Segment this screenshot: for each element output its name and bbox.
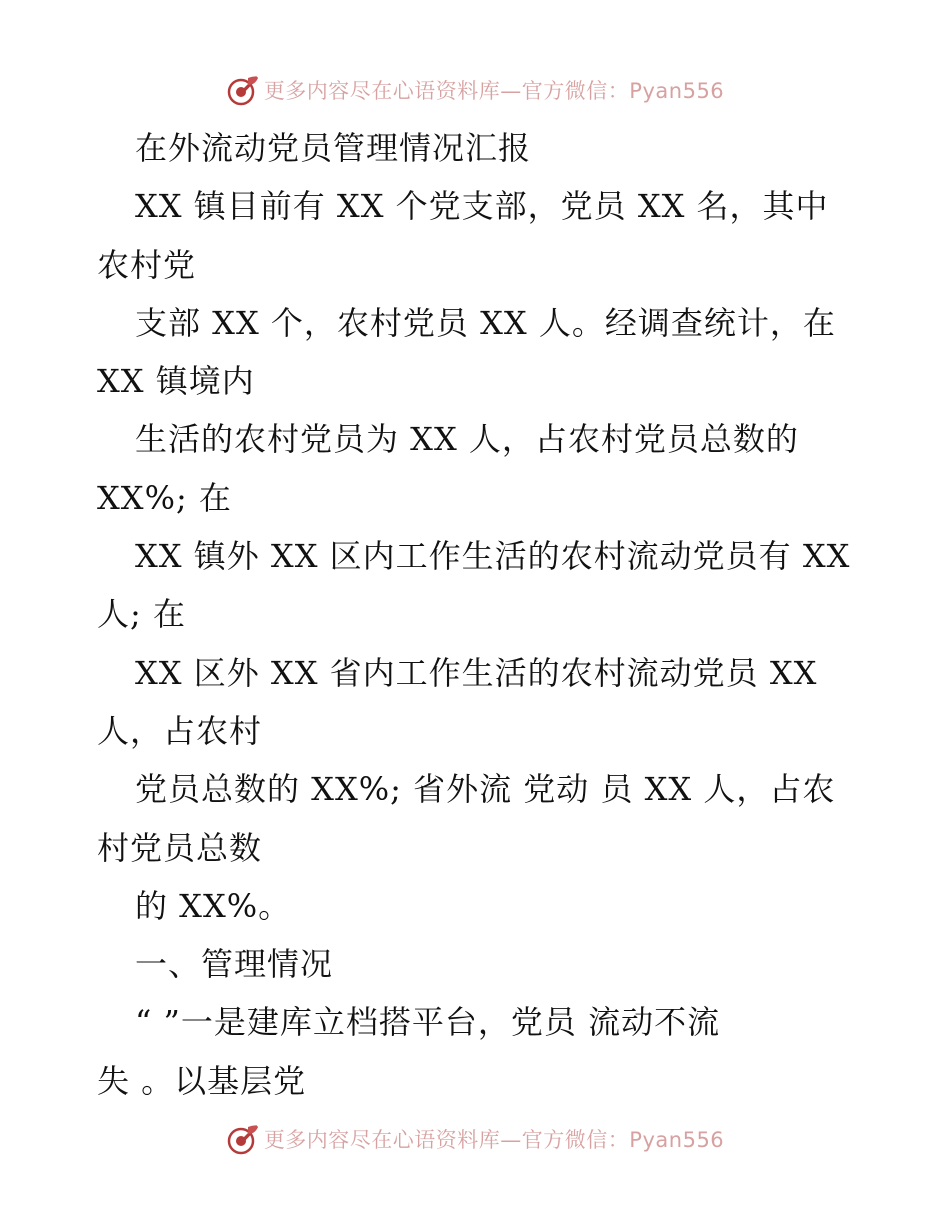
text-line: 失 。以基层党 bbox=[97, 1061, 307, 1100]
text-line: 农村党 bbox=[97, 245, 197, 284]
footer-banner bbox=[0, 1119, 950, 1159]
text-line: 党员总数的 XX%; 省外流 党动 员 XX 人，占农 bbox=[135, 770, 836, 809]
quill-seal-icon bbox=[226, 73, 260, 107]
text-line: 村党员总数 bbox=[97, 828, 263, 867]
text-line: 人; 在 bbox=[97, 595, 186, 634]
text-line: 支部 XX 个，农村党员 XX 人。经调查统计，在 bbox=[135, 303, 836, 342]
header-banner-text: 更多内容尽在心语资料库—官方微信：Pyan556 bbox=[263, 79, 725, 103]
header-banner bbox=[0, 70, 950, 110]
quill-seal-icon bbox=[226, 1122, 260, 1156]
text-line: XX 镇外 XX 区内工作生活的农村流动党员有 XX bbox=[135, 537, 851, 576]
text-line: XX%; 在 bbox=[97, 478, 232, 517]
document-body bbox=[97, 119, 867, 1110]
text-line: XX 镇境内 bbox=[97, 362, 255, 401]
footer-banner-text: 更多内容尽在心语资料库—官方微信：Pyan556 bbox=[263, 1128, 725, 1152]
text-line: 的 XX%。 bbox=[135, 886, 292, 925]
text-line: “ ”一是建库立档搭平台，党员 流动不流 bbox=[135, 1003, 721, 1042]
text-line: 人，占农村 bbox=[97, 711, 263, 750]
text-line: 生活的农村党员为 XX 人，占农村党员总数的 bbox=[135, 420, 799, 459]
text-line: XX 镇目前有 XX 个党支部，党员 XX 名，其中 bbox=[135, 187, 829, 226]
text-line: 在外流动党员管理情况汇报 bbox=[135, 129, 532, 167]
text-line: 一、管理情况 bbox=[135, 945, 334, 984]
text-line: XX 区外 XX 省内工作生活的农村流动党员 XX bbox=[135, 653, 818, 692]
